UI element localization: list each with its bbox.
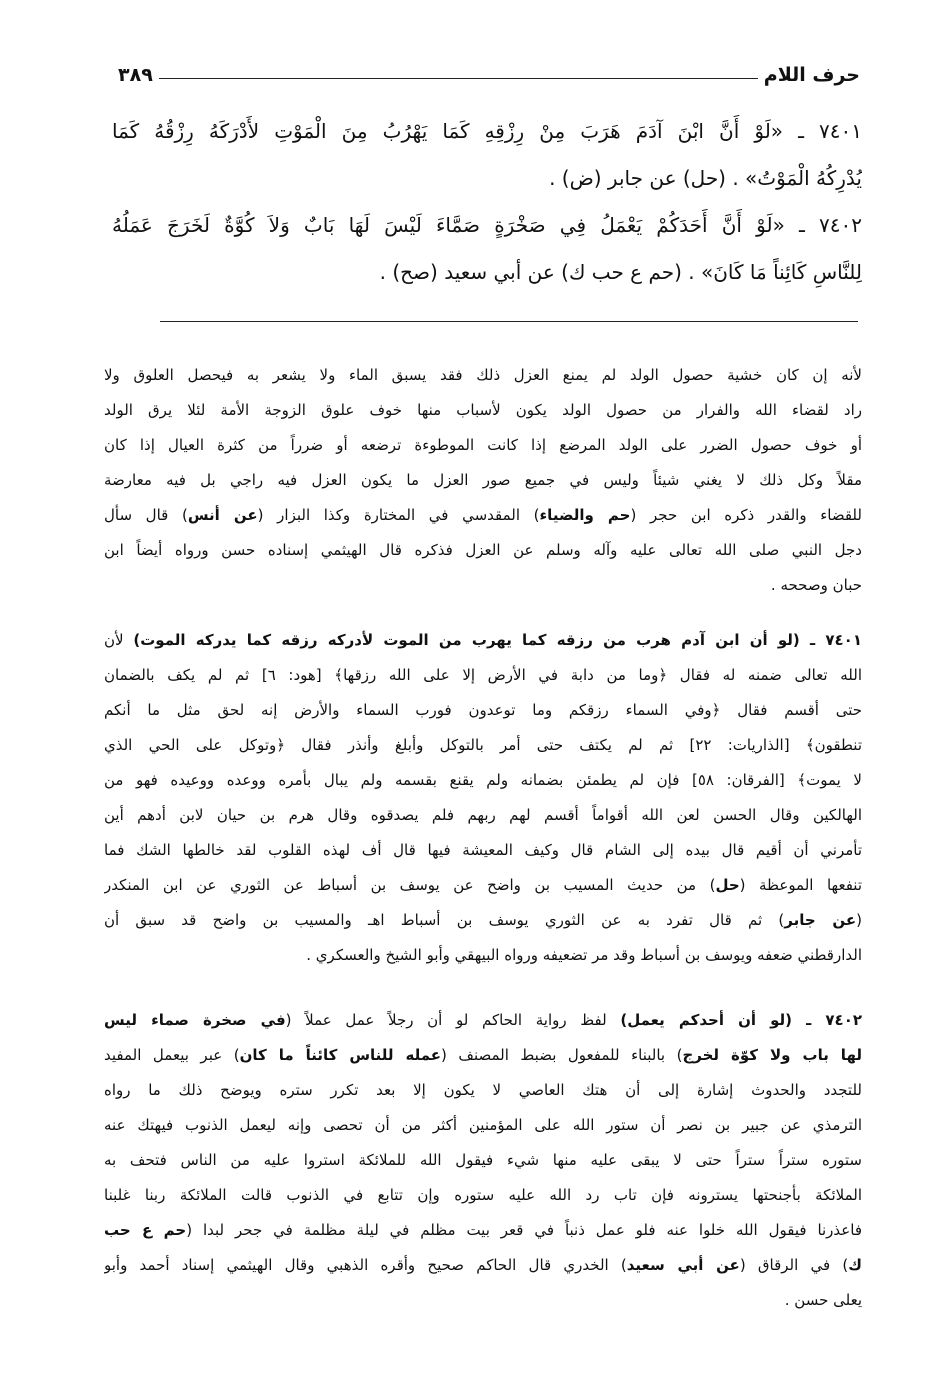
- text-segment: ستوره ستراً ستراً حتى لا يبقى عليه منها شيء فيقول الله للملائكة استروا عليه من الناس فتحف به: [104, 1151, 862, 1169]
- text-segment: ) في الرقاق (: [739, 1256, 849, 1274]
- text-segment: ) قال سأل: [104, 506, 188, 524]
- header-rule: [159, 78, 758, 79]
- hadith-line: يُدْرِكُهُ الْمَوْتُ» . (حل) عن جابر (ض) .: [549, 166, 862, 190]
- text-segment: لأن: [104, 631, 134, 649]
- footnote-separator: [160, 321, 858, 322]
- hadith-texts: [112, 108, 862, 296]
- commentary-line: [104, 798, 862, 833]
- commentary-line: [104, 463, 862, 498]
- bold-text: عمله للناس كائناً ما كان: [239, 1046, 442, 1064]
- page-header: [118, 56, 860, 86]
- text-segment: يعلى حسن .: [784, 1291, 862, 1309]
- commentary-line: [104, 568, 862, 603]
- bold-text: لها باب ولا كوّة لخرج: [682, 1046, 862, 1064]
- bold-text: ٧٤٠٢ ـ (لو أن أحدكم يعمل): [620, 1011, 862, 1029]
- commentary-line: [104, 393, 862, 428]
- text-segment: تنفعها الموعظة (: [739, 876, 862, 894]
- text-segment: الملائكة بأجنحتها يسترونه فإن تاب رد الله عليه ستوره وإن تتابع في الذنوب قالت الملائكة ربنا غلبنا: [104, 1186, 862, 1204]
- text-segment: حتى أقسم فقال ﴿وفي السماء رزقكم وما توعدون فورب السماء والأرض إنه لحق مثل ما أنكم: [104, 701, 862, 719]
- commentary-line: [104, 833, 862, 868]
- hadith-line: لِلنَّاسِ كَائِناً مَا كَانَ» . (حم ع حب ك) عن أبي سعيد (صح) .: [379, 260, 862, 284]
- commentary-line: [104, 728, 862, 763]
- text-segment: ) ثم قال تفرد به عن الثوري يوسف بن أسباط اهـ والمسيب بن واضح قد سبق أن: [104, 911, 785, 929]
- text-segment: للقضاء والقدر ذكره ابن حجر (: [630, 506, 862, 524]
- text-segment: للتجدد والحدوث إشارة إلى أن هتك العاصي لا يكون إلا بعد تكرر ستره ويوضح ذلك ما رواه: [104, 1081, 862, 1099]
- page-number: ٣٨٩: [118, 64, 153, 86]
- commentary-line: [104, 938, 862, 973]
- text-segment: (: [856, 911, 862, 929]
- commentary-line: [104, 498, 862, 533]
- commentary-line: [104, 1143, 862, 1178]
- commentary-line: [104, 658, 862, 693]
- text-segment: ) المقدسي في المختارة وكذا البزار (: [257, 506, 540, 524]
- commentary-line: [104, 1108, 862, 1143]
- bold-text: ٧٤٠١ ـ (لو أن ابن آدم هرب من رزقه كما يهرب من الموت لأدركه رزقه كما يدركه الموت): [133, 631, 862, 649]
- text-segment: الهالكين وقال الحسن لعن الله أقواماً أقسم لهم ربهم فلم يصدقوه وقال هرم بن حيان لابن أدهم أين: [104, 806, 862, 824]
- text-segment: الترمذي عن جبير بن نصر أن ستور الله على المؤمنين أكثر من أن تحصى وإنه ليعمل الذنوب فيهتك عنه: [104, 1116, 862, 1134]
- commentary-line: [104, 1038, 862, 1073]
- text-segment: مقلاً وكل ذلك لا يغني شيئاً وليس في جميع صور العزل ما يكون العزل فيه راجي بل فيه معارضة: [104, 471, 862, 489]
- bold-text: عن أنس: [187, 506, 258, 524]
- commentary-line: [104, 903, 862, 938]
- text-segment: ) من حديث المسيب بن واضح عن يوسف بن أسباط عن الثوري عن ابن المنكدر: [104, 876, 716, 894]
- text-segment: ) بالبناء للمفعول بضبط المصنف (: [441, 1046, 683, 1064]
- text-segment: راد لقضاء الله والفرار من حصول الولد يكون لأسباب منها خوف علوق الزوجة الأمة لئلا يرق الولد: [104, 401, 862, 419]
- commentary-paragraph: [104, 623, 862, 973]
- bold-text: حم ع حب: [104, 1221, 187, 1239]
- text-segment: أو خوف حصول الضرر على الولد المرضع إذا كانت الموطوءة ترضعه أو ضرراً من كثرة العيال إذا كان: [104, 436, 862, 454]
- text-segment: تنطقون﴾ [الذاريات: ٢٢] ثم لم يكتف حتى أمر بالتوكل وأبلغ وأنذر فقال ﴿وتوكل على الحي الذي: [104, 736, 862, 754]
- text-segment: ) عبر بيعمل المفيد: [104, 1046, 240, 1064]
- text-segment: دجل النبي صلى الله تعالى عليه وآله وسلم عن العزل فذكره قال الهيثمي إسناده حسن ورواه أيضاً ابن: [104, 541, 862, 559]
- commentary-line: [104, 1213, 862, 1248]
- text-segment: لأنه إن كان خشية حصول الولد لم يمنع العزل ذلك فقد يسبق الماء ولا يشعر به فيحصل العلوق ولا: [104, 366, 862, 384]
- commentary-line: [104, 1248, 862, 1283]
- hadith-line: ٧٤٠٢ ـ «لَوْ أَنَّ أَحَدَكُمْ يَعْمَلُ فِي صَخْرَةٍ صَمَّاءَ لَيْسَ لَهَا بَابٌ وَلاَ كُوَّةٌ لَخَرَجَ عَمَلُهُ: [112, 213, 862, 237]
- text-segment: لفظ رواية الحاكم لو أن رجلاً عمل عملاً (: [285, 1011, 621, 1029]
- commentary-line: [104, 428, 862, 463]
- bold-text: عن أبي سعيد: [626, 1256, 740, 1274]
- commentary-line: [104, 693, 862, 728]
- bold-text: في صخرة صماء ليس: [104, 1011, 286, 1029]
- text-segment: فاعذرنا فيقول الله خلوا عنه فلو عمل ذنباً في قعر بيت مظلم في ليلة مظلمة في جحر لبدا (: [186, 1221, 862, 1239]
- bold-text: ك: [848, 1256, 862, 1274]
- bold-text: عن جابر: [784, 911, 857, 929]
- hadith-line: ٧٤٠١ ـ «لَوْ أَنَّ ابْنَ آدَمَ هَرَبَ مِنْ رِزْقِهِ كَمَا يَهْرُبُ مِنَ الْمَوْتِ لأَدْرَكَهُ رِزْقُهُ كَمَا: [112, 119, 862, 143]
- commentary-paragraph: [104, 358, 862, 603]
- commentary-line: [104, 533, 862, 568]
- text-segment: الدارقطني ضعفه ويوسف بن أسباط وقد مر تضعيفه ورواه البيهقي وأبو الشيخ والعسكري .: [306, 946, 862, 964]
- text-segment: ) الخدري قال الحاكم صحيح وأقره الذهبي وقال الهيثمي إسناد أحمد وأبو: [104, 1256, 627, 1274]
- bold-text: حم والضياء: [539, 506, 631, 524]
- text-segment: تأمرني أن أقيم قال بيده إلى الشام قال وكيف المعيشة فيها قال أف لهذه القلوب لقد خالطها الشك فما: [104, 841, 862, 859]
- commentary-line: [104, 358, 862, 393]
- commentary-line: [104, 868, 862, 903]
- commentary-line: [104, 623, 862, 658]
- commentary-line: [104, 763, 862, 798]
- text-segment: حبان وصححه .: [770, 576, 862, 594]
- text-segment: لا يموت﴾ [الفرقان: ٥٨] فإن لم يطمئن بضمانه ولم يقنع بقسمه ولم يبال بأمره ووعده ووعيده فهو من: [104, 771, 862, 789]
- commentary-line: [104, 1073, 862, 1108]
- bold-text: حل: [715, 876, 740, 894]
- chapter-title: حرف اللام: [763, 64, 860, 86]
- text-segment: الله تعالى ضمنه له فقال ﴿وما من دابة في الأرض إلا على الله رزقها﴾ [هود: ٦] ثم لم يكف بالضمان: [104, 666, 862, 684]
- commentary-paragraph: [104, 1003, 862, 1318]
- commentary-line: [104, 1283, 862, 1318]
- commentary-line: [104, 1003, 862, 1038]
- commentary-line: [104, 1178, 862, 1213]
